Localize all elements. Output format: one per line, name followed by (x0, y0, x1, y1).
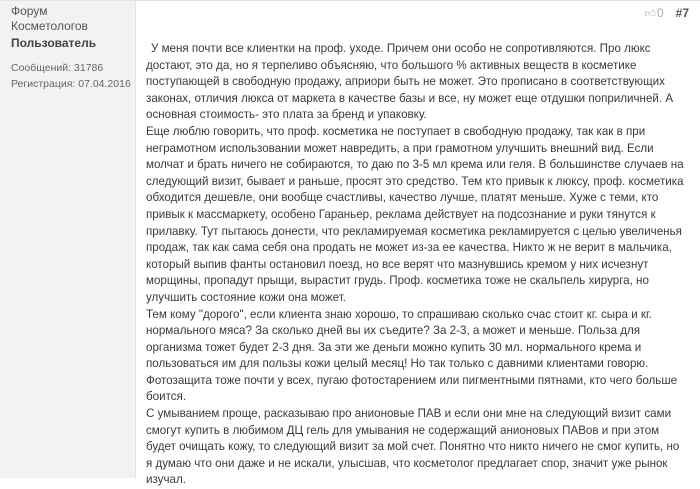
author-stats (11, 60, 135, 92)
registered-label: Регистрация: (11, 78, 76, 90)
author-name-line1[interactable]: Форум (11, 4, 48, 18)
vote-count: 0 (656, 6, 664, 20)
post-paragraph-3: Тем кому "дорого", если клиента знаю хорошо, то спрашиваю сколько счас стоит кг. сыра и кг. нормального мяса? За сколько дней вы их съедите? За 2-3, а может и меньше. Польза для организма тожет будет 2-3 дня. За эти же деньги можно купить 30 мл. нормального крема и пользоваться им для пользы кожи целый месяц! Но так только с давними клиентами говорю. Фотозащита тоже почти у всех, пугаю фотостарением или пигментными пятнами, кто чего больше боится. (146, 307, 678, 404)
user-title: Пользователь (11, 36, 97, 50)
messages-label: Сообщений: (11, 62, 72, 74)
registered-stat (11, 76, 135, 92)
vote-control[interactable] (644, 6, 663, 20)
thumbs-up-icon[interactable]: 👍︎ (644, 7, 656, 20)
messages-stat (11, 60, 135, 76)
author-name-line2[interactable]: Косметологов (11, 19, 88, 33)
post-body (146, 41, 686, 489)
post-toolbar (644, 1, 700, 25)
post-paragraph-4: С умыванием проще, расказываю про анионовые ПАВ и если они мне на следующий визит сами смогут купить в любимом ДЦ гель для умывания не содержащий анионовых ПАВов и при этом будет очищать кожу, то следующий визит за мой счет. Понятно что никто ничего не смог купить, но я думаю что они даже и не искали, улысшав, что косметолог предлагает спор, значит уже рынок изучал. (146, 407, 680, 487)
post-paragraph-2: Еще люблю говорить, что проф. косметика не поступает в свободную продажу, так как в при неграмотном использовании может навредить, а при грамотном улучшить внешний вид. Если молчат и брать ничего не собираются, то даю по 3-5 мл крема или геля. В большинстве случаев на следующий визит, бывает и раньше, просят это средство. Тем кто привык к люксу, проф. косметика обходится дешевле, они вообще счастливы, качество лучше, платят меньше. Хуже с теми, кто привык к массмаркету, особено Гараньер, реклама действует на подсознание и руки тянутся к прилавку. Тут пытаюсь донести, что рекламируемая косметика рекламируется с целью увеличенья продаж, так как сама себя она продать не может из-за ее качества. Никто ж не верит в мальчика, который выпив фанты остановил поезд, но все верят что мазнувшись кремом у них исчезнут морщины, пропадут прыщи, вырастит грудь. Проф. косметика тоже не скальпель хирурга, но улучшить состояние кожи она может. (146, 124, 684, 304)
post-paragraph-1: У меня почти все клиентки на проф. уходе. Причем они особо не сопротивляются. Про люкс достают, это да, но я терпеливо объясняю, что большого % активных веществ в косметике поступающей в свободную продажу, априори быть не может. Это прописано в соответствующих законах, отличия люкса от маркета в качестве базы и все, ну может еще отдушки поприличней. А основная стоимость- это плата за бренд и упаковку. (146, 42, 674, 122)
registered-date: 07.04.2016 (78, 78, 131, 90)
author-sidebar (0, 1, 136, 478)
post-number-link[interactable]: #7 (675, 6, 689, 20)
messages-count: 31786 (74, 62, 104, 74)
